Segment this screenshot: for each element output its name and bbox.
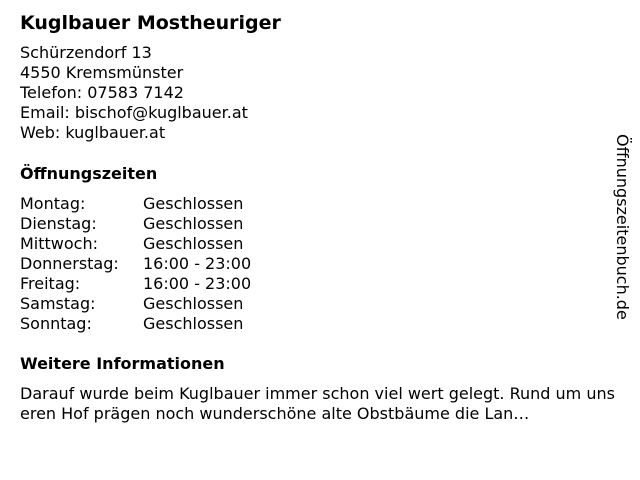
day-label: Donnerstag: [20, 254, 119, 273]
day-hours: Geschlossen [143, 194, 244, 213]
day-hours: Geschlossen [143, 234, 244, 253]
day-label: Sonntag: [20, 314, 92, 333]
day-hours: 16:00 - 23:00 [143, 254, 252, 273]
day-hours: Geschlossen [143, 314, 244, 333]
day-hours: 16:00 - 23:00 [143, 274, 252, 293]
hours-row-tuesday [20, 214, 251, 234]
street-address: Schürzendorf 13 [20, 43, 152, 62]
address-block [20, 43, 248, 143]
day-label: Dienstag: [20, 214, 97, 233]
more-info-heading: Weitere Informationen [20, 354, 225, 373]
hours-row-friday [20, 274, 251, 294]
city-postal: 4550 Kremsmünster [20, 63, 184, 82]
business-name: Kuglbauer Mostheuriger [20, 12, 281, 34]
day-label: Freitag: [20, 274, 81, 293]
email-address: Email: bischof@kuglbauer.at [20, 103, 248, 122]
phone-number: Telefon: 07583 7142 [20, 83, 184, 102]
watermark-label: Öffnungszeitenbuch.de [613, 134, 632, 320]
day-label: Mittwoch: [20, 234, 98, 253]
day-hours: Geschlossen [143, 294, 244, 313]
opening-hours-table [20, 194, 251, 334]
hours-row-monday [20, 194, 251, 214]
website: Web: kuglbauer.at [20, 123, 166, 142]
day-label: Montag: [20, 194, 86, 213]
hours-row-sunday [20, 314, 251, 334]
opening-hours-heading: Öffnungszeiten [20, 164, 158, 183]
hours-row-thursday [20, 254, 251, 274]
more-info-text: Darauf wurde beim Kuglbauer immer schon viel wert gelegt. Rund um unseren Hof prägen noch wunderschöne alte Obstbäume die Lan… [20, 384, 615, 423]
day-hours: Geschlossen [143, 214, 244, 233]
hours-row-wednesday [20, 234, 251, 254]
day-label: Samstag: [20, 294, 96, 313]
hours-row-saturday [20, 294, 251, 314]
